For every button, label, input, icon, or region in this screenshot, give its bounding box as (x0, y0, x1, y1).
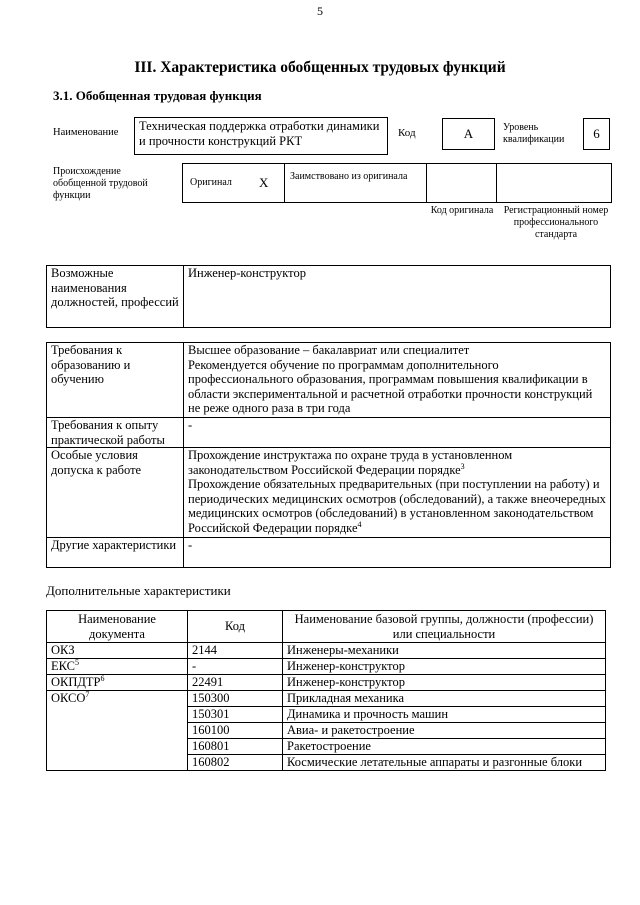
doc-name: ОКПДТР (51, 675, 101, 689)
name-cell: Ракетостроение (283, 739, 606, 755)
col-header-name: Наименование базовой группы, должности (профессии) или специальности (283, 611, 606, 643)
level-value: 6 (583, 118, 610, 150)
name-cell: Космические летательные аппараты и разгонные блоки (283, 755, 606, 771)
positions-value: Инженер-конструктор (184, 266, 611, 328)
code-cell: 150301 (188, 707, 283, 723)
admission-text-1: Прохождение инструктажа по охране труда в установленном законодательством Российской Федерации порядке (188, 448, 513, 477)
experience-label: Требования к опыту практической работы (47, 418, 184, 448)
name-cell: Авиа- и ракетостроение (283, 723, 606, 739)
code-label: Код (398, 127, 416, 139)
origin-label: Происхождение обобщенной трудовой функции (53, 166, 148, 201)
doc-name: ОКЗ (51, 643, 75, 657)
original-mark: X (259, 175, 269, 190)
additional-table (46, 610, 606, 771)
name-cell: Динамика и прочность машин (283, 707, 606, 723)
name-cell: Прикладная механика (283, 691, 606, 707)
additional-rows (47, 643, 606, 771)
table-row (47, 691, 606, 707)
code-cell: 150300 (188, 691, 283, 707)
doc-footnote: 5 (75, 657, 79, 667)
admission-label: Особые условия допуска к работе (47, 448, 184, 538)
section-title: III. Характеристика обобщенных трудовых функций (134, 59, 506, 76)
footnote-4: 4 (357, 519, 362, 529)
other-value: - (184, 538, 611, 568)
original-label: Оригинал (190, 177, 232, 188)
other-label: Другие характеристики (47, 538, 184, 568)
name-label: Наименование (53, 127, 119, 138)
education-value: Высшее образование – бакалавриат или специалитет Рекомендуется обучение по программам дополнительного профессионального образования, программам повышения квалификации в области экспериментальной и расчетной отработки прочности конструкций не реже одного раза в три года (184, 343, 611, 418)
doc-name: ЕКС (51, 659, 75, 673)
requirements-table (46, 342, 611, 568)
name-cell: Инженеры-механики (283, 643, 606, 659)
code-cell: 160801 (188, 739, 283, 755)
admission-value (184, 448, 611, 538)
experience-value: - (184, 418, 611, 448)
name-cell: Инженер-конструктор (283, 675, 606, 691)
code-cell: 160802 (188, 755, 283, 771)
doc-footnote: 7 (85, 689, 90, 699)
level-label: Уровень квалификации (503, 122, 565, 145)
table-row (47, 675, 606, 691)
doc-cell (47, 643, 188, 659)
doc-cell (47, 675, 188, 691)
footnote-3: 3 (460, 461, 465, 471)
table-row (47, 659, 606, 675)
doc-name: ОКСО (51, 691, 86, 705)
doc-cell (47, 659, 188, 675)
doc-cell (47, 691, 188, 771)
positions-table (46, 265, 611, 328)
code-original-label: Код оригинала (430, 205, 494, 216)
positions-label: Возможные наименования должностей, профессий (47, 266, 184, 328)
code-cell: - (188, 659, 283, 675)
code-cell: 2144 (188, 643, 283, 659)
name-cell: Инженер-конструктор (283, 659, 606, 675)
doc-footnote: 6 (100, 673, 105, 683)
col-header-code: Код (188, 611, 283, 643)
col-header-doc: Наименование документа (47, 611, 188, 643)
admission-text-2: Прохождение обязательных предварительных (при поступлении на работу) и периодических медицинских осмотров (обследований), а также внеочередных медицинских осмотров (обследований) в установленном законодательством Российской Федерации порядке (188, 477, 606, 535)
function-name-value: Техническая поддержка отработки динамики и прочности конструкций РКТ (134, 117, 388, 155)
code-cell: 160100 (188, 723, 283, 739)
subsection-title: 3.1. Обобщенная трудовая функция (53, 88, 262, 103)
origin-grid (182, 163, 612, 203)
code-cell: 22491 (188, 675, 283, 691)
education-label: Требования к образованию и обучению (47, 343, 184, 418)
reg-number-label: Регистрационный номер профессионального стандарта (503, 205, 609, 240)
page-number: 5 (317, 4, 323, 18)
additional-title: Дополнительные характеристики (46, 583, 231, 598)
table-row (47, 643, 606, 659)
code-value: А (442, 118, 495, 150)
borrowed-label: Заимствовано из оригинала (290, 171, 408, 182)
